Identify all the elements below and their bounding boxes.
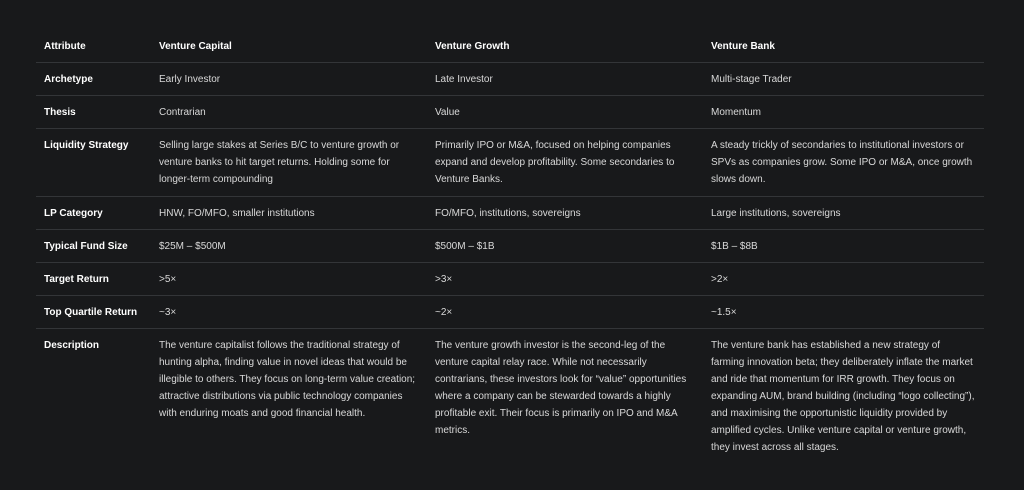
row-label: Archetype: [36, 63, 151, 96]
comparison-table: [36, 30, 984, 464]
header-venture-capital: Venture Capital: [151, 30, 427, 63]
cell-venture-growth: Late Investor: [427, 63, 703, 96]
table-row-lp-category: [36, 197, 984, 230]
cell-venture-bank: Large institutions, sovereigns: [703, 197, 984, 230]
cell-venture-bank: >2×: [703, 263, 984, 296]
table-row-liquidity-strategy: [36, 129, 984, 197]
cell-venture-capital: ~3×: [151, 296, 427, 329]
cell-venture-bank: Momentum: [703, 96, 984, 129]
row-label: Target Return: [36, 263, 151, 296]
table-row-description: [36, 329, 984, 465]
row-label: Liquidity Strategy: [36, 129, 151, 197]
cell-venture-capital: Selling large stakes at Series B/C to venture growth or venture banks to hit target returns. Holding some for longer-term compounding: [151, 129, 427, 197]
row-label: Typical Fund Size: [36, 230, 151, 263]
row-label: Description: [44, 340, 100, 351]
cell-venture-growth: >3×: [427, 263, 703, 296]
cell-venture-bank: Multi-stage Trader: [703, 63, 984, 96]
comparison-table-container: [36, 30, 984, 464]
cell-venture-capital: >5×: [151, 263, 427, 296]
cell-venture-capital: Contrarian: [151, 96, 427, 129]
cell-venture-growth: $500M – $1B: [427, 230, 703, 263]
header-venture-growth: Venture Growth: [427, 30, 703, 63]
header-venture-bank: Venture Bank: [703, 30, 984, 63]
table-row-archetype: [36, 63, 984, 96]
row-label: Top Quartile Return: [36, 296, 151, 329]
cell-venture-bank: $1B – $8B: [703, 230, 984, 263]
table-row-target-return: [36, 263, 984, 296]
cell-venture-growth: Value: [427, 96, 703, 129]
cell-venture-bank: A steady trickly of secondaries to institutional investors or SPVs as companies grow. Some IPO or M&A, once growth slows down.: [703, 129, 984, 197]
cell-venture-bank: ~1.5×: [703, 296, 984, 329]
cell-venture-capital: The venture capitalist follows the traditional strategy of hunting alpha, finding value in novel ideas that would be illegible to others. They focus on long-term value creation; attractive distributions via public technology companies with enduring moats and good financial health.: [159, 340, 416, 419]
table-row-typical-fund-size: [36, 230, 984, 263]
row-label: LP Category: [36, 197, 151, 230]
cell-venture-growth: FO/MFO, institutions, sovereigns: [427, 197, 703, 230]
table-row-thesis: [36, 96, 984, 129]
cell-venture-capital: $25M – $500M: [151, 230, 427, 263]
cell-venture-capital: Early Investor: [151, 63, 427, 96]
row-label: Thesis: [36, 96, 151, 129]
cell-venture-growth: ~2×: [427, 296, 703, 329]
table-row-top-quartile-return: [36, 296, 984, 329]
cell-venture-growth: Primarily IPO or M&A, focused on helping companies expand and develop profitability. Some secondaries to Venture Banks.: [427, 129, 703, 197]
cell-venture-growth: The venture growth investor is the second-leg of the venture capital relay race. While not necessarily contrarians, these investors look for “value” opportunities where a company can be stewarded towards a highly profitable exit. Their focus is primarily on IPO and M&A metrics.: [435, 340, 687, 436]
table-header-row: [36, 30, 984, 63]
header-attribute: Attribute: [36, 30, 151, 63]
cell-venture-capital: HNW, FO/MFO, smaller institutions: [151, 197, 427, 230]
cell-venture-bank: The venture bank has established a new strategy of farming innovation beta; they deliberately inflate the market and ride that momentum for IRR growth. They focus on expanding AUM, brand building (including “logo collecting”), and maximising the opportunistic liquidity provided by amplified cycles. Unlike venture capital or venture growth, they invest across all stages.: [711, 340, 975, 453]
